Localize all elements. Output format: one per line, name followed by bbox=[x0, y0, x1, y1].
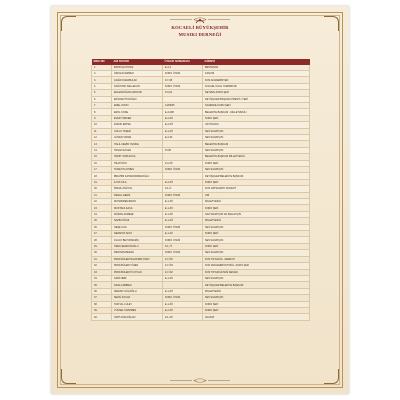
cell-role: KOS TIP FAKÜLTESİ DEKANI bbox=[203, 269, 310, 275]
cell-role: KORO ŞEFİ bbox=[203, 243, 310, 249]
cell-membership: E-1-3Ö bbox=[163, 128, 203, 134]
column-header-no: SIRA NO bbox=[92, 59, 112, 65]
cell-name: İSMAİL DÜZYOL bbox=[112, 186, 163, 192]
cell-role: SES SANATÇISI bbox=[203, 224, 310, 230]
cell-no: 24. bbox=[92, 211, 112, 217]
cell-no: 29. bbox=[92, 243, 112, 249]
cell-name: HALİL KEMİR YENİCE bbox=[112, 141, 163, 147]
cell-membership: KORO ÜYESİ bbox=[163, 192, 203, 198]
cell-role: KOS FEN EDEBİYATI BÖL.-KORO ŞEFİ bbox=[203, 263, 310, 269]
cell-membership: E-2-098 bbox=[163, 109, 203, 115]
cell-no: 39. bbox=[92, 307, 112, 313]
cell-no: 40. bbox=[92, 314, 112, 320]
cell-no: 30. bbox=[92, 250, 112, 256]
cell-name: EMEL AYDIN bbox=[112, 102, 163, 108]
cell-role: BELEDİYE BAŞKANI MİLLETVEKİLİ bbox=[203, 154, 310, 160]
cell-role: KORO ŞEFİ bbox=[203, 231, 310, 237]
cell-membership: E-2-3Ö bbox=[163, 115, 203, 121]
cell-name: PROF.BÜLENTÖ UTKAN bbox=[112, 269, 163, 275]
cell-no: 18. bbox=[92, 173, 112, 179]
cell-no: 28. bbox=[92, 237, 112, 243]
cell-name: OLCAY BEYOKMARİÇ bbox=[112, 237, 163, 243]
cell-membership: 9-7-ÖS bbox=[163, 263, 203, 269]
document-page bbox=[51, 6, 349, 394]
cell-membership: E-1-3Ö bbox=[163, 211, 203, 217]
cell-role: KORO ŞEFİ bbox=[203, 115, 310, 121]
cell-role: SES SANATÇISI bbox=[203, 147, 310, 153]
cell-name: SAVA ÇABİREN bbox=[112, 282, 163, 288]
cell-no: 20. bbox=[92, 186, 112, 192]
cell-role: KORO ŞEFİ bbox=[203, 205, 310, 211]
cell-role: BELEDİYE BAŞKANI bbox=[203, 141, 310, 147]
cell-name: EKİNCEVİT DOĞAN bbox=[112, 96, 163, 102]
cell-no: 37. bbox=[92, 295, 112, 301]
cell-role: BELEDİYE BAŞKANI - MİLLETVEKİLİ bbox=[203, 109, 310, 115]
cell-name: FARUK ERTEK bbox=[112, 122, 163, 128]
cell-no: 1. bbox=[92, 65, 112, 71]
bottom-ornament-icon bbox=[170, 378, 230, 383]
cell-membership: E-2-3Ö bbox=[163, 179, 203, 185]
cell-membership: KORO ÜYESİ bbox=[163, 83, 203, 89]
cell-no: 25. bbox=[92, 218, 112, 224]
cell-name: MÜRAN AKMEŞE bbox=[112, 211, 163, 217]
cell-membership: E-2-3Ö bbox=[163, 122, 203, 128]
cell-name: EROL KOSE bbox=[112, 109, 163, 115]
cell-name: ÇAĞRI KARABULAK bbox=[112, 77, 163, 83]
cell-name: SAMİ NEBİ bbox=[112, 275, 163, 281]
cell-no: 7. bbox=[92, 102, 112, 108]
corner-ornament bbox=[61, 369, 76, 384]
cell-name: MUHARREM ERAN bbox=[112, 199, 163, 205]
cell-name: İBRAHİM KAHADORMANOĞLU bbox=[112, 173, 163, 179]
cell-no: 22. bbox=[92, 199, 112, 205]
cell-membership: KORO ÜYESİ bbox=[163, 295, 203, 301]
column-header-membership: ÜYELİK NUMARASI bbox=[163, 59, 203, 65]
corner-ornament bbox=[324, 369, 339, 384]
cell-name: EVER TÜRKER bbox=[112, 115, 163, 121]
cell-no: 31. bbox=[92, 256, 112, 262]
cell-no: 12. bbox=[92, 134, 112, 140]
cell-no: 33. bbox=[92, 269, 112, 275]
column-header-role: GÖREVİ bbox=[203, 59, 310, 65]
cell-role: UDİ bbox=[203, 192, 310, 198]
cell-membership: 9-1-Ö bbox=[163, 186, 203, 192]
cell-membership: 9-7-ÖZ bbox=[163, 269, 203, 275]
cell-no: 17. bbox=[92, 167, 112, 173]
cell-role: MİLLETVEKİLİ bbox=[203, 288, 310, 294]
cell-role: AVUKAT bbox=[203, 314, 310, 320]
members-table bbox=[91, 59, 310, 321]
cell-name: TAKİYAL LÜLEY bbox=[112, 301, 163, 307]
table-row bbox=[92, 314, 310, 320]
cell-role: SAZ SANATÇISI VE İMALATÇISI bbox=[203, 211, 310, 217]
cell-name: GÜVEN YAPAR bbox=[112, 134, 163, 140]
cell-role: SES SANATÇISI bbox=[203, 237, 310, 243]
cell-name: YÜKSEL TAZİZMEN bbox=[112, 307, 163, 313]
cell-membership: E-1-3Ö bbox=[163, 218, 203, 224]
cell-role: KORO ŞEFİ bbox=[203, 307, 310, 313]
cell-no: 13. bbox=[92, 141, 112, 147]
cell-name: NAZİM ÖĞÜZ bbox=[112, 218, 163, 224]
cell-name: NEŞE CAN bbox=[112, 224, 163, 230]
cell-membership: 9-4-3Ö bbox=[163, 160, 203, 166]
cell-name: MUSTAFA KAÇA bbox=[112, 205, 163, 211]
cell-name: PROF.BÜLENT ÖZEN bbox=[112, 263, 163, 269]
cell-role: SES SANATÇISI bbox=[203, 295, 310, 301]
cell-role: BESTEKAR bbox=[203, 65, 310, 71]
cell-name: ÖZKALIN ERSEN bbox=[112, 70, 163, 76]
cell-role: SES SANATÇISI bbox=[203, 128, 310, 134]
cell-name: ÜMİT ASICIOĞLAN bbox=[112, 314, 163, 320]
cell-role: DEYİŞÇİLER BAŞKANI PRESTİJ YERİ bbox=[203, 96, 310, 102]
cell-membership: E-1-3Ö bbox=[163, 231, 203, 237]
cell-name: BAHRİ ALTINTAŞ bbox=[112, 65, 163, 71]
cell-membership: KORO ÜYESİ bbox=[163, 250, 203, 256]
cell-role: KOS AKADEMİSYEN bbox=[203, 77, 310, 83]
cell-no: 9. bbox=[92, 115, 112, 121]
document-header bbox=[51, 25, 349, 38]
cell-membership: 9-3-02 bbox=[163, 90, 203, 96]
cell-no: 14. bbox=[92, 147, 112, 153]
cell-name: EKLEDDOĞAN MANTAR bbox=[112, 90, 163, 96]
cell-role: NEYZEN-KORO ŞEFİ bbox=[203, 90, 310, 96]
cell-no: 27. bbox=[92, 231, 112, 237]
cell-name: GÜLAY TAŞER bbox=[112, 128, 163, 134]
cell-no: 19. bbox=[92, 179, 112, 185]
cell-membership: E-1-3Ö bbox=[163, 199, 203, 205]
cell-role: KORO ŞEFİ bbox=[203, 160, 310, 166]
cell-no: 5. bbox=[92, 90, 112, 96]
header-line-2: MUSIKI DERNEĞİ bbox=[178, 31, 222, 37]
cell-name: HASAN EYLEN bbox=[112, 147, 163, 153]
cell-no: 21. bbox=[92, 192, 112, 198]
cell-no: 4. bbox=[92, 83, 112, 89]
cell-no: 26. bbox=[92, 224, 112, 230]
cell-name: HAMİT ORDUKAYA bbox=[112, 154, 163, 160]
cell-membership: KORO ÜYESİ bbox=[163, 167, 203, 173]
cell-membership: 9-1-3Ö bbox=[163, 314, 203, 320]
cell-role: SES SANATÇISI bbox=[203, 167, 310, 173]
cell-membership: KORO ÜYESİ bbox=[163, 70, 203, 76]
cell-no: 35. bbox=[92, 282, 112, 288]
cell-name: KEMAL GEDİZ bbox=[112, 192, 163, 198]
cell-no: 38. bbox=[92, 301, 112, 307]
cell-role: KOS TIP FAKÜL. CERRAH bbox=[203, 256, 310, 262]
cell-role: UD HOCASI bbox=[203, 122, 310, 128]
cell-membership: 9-7-ÖZ bbox=[163, 256, 203, 262]
cell-no: 32. bbox=[92, 263, 112, 269]
cell-no: 6. bbox=[92, 96, 112, 102]
cell-no: 34. bbox=[92, 275, 112, 281]
cell-name: PROF.BÜLENTKALDIRIM ÖNAY bbox=[112, 256, 163, 262]
column-header-name: ADI SOYADI bbox=[112, 59, 163, 65]
cell-name: ÖZEN ŞENKOSOĞLU bbox=[112, 243, 163, 249]
cell-membership: KORO ÜYESİ bbox=[163, 237, 203, 243]
cell-no: 3. bbox=[92, 77, 112, 83]
cell-role: SES SANATÇISI bbox=[203, 250, 310, 256]
cell-role: SES SANATÇISI bbox=[203, 134, 310, 140]
cell-role: DEYİŞÇİLER BELEDİYE BAŞKANI bbox=[203, 282, 310, 288]
cell-no: 23. bbox=[92, 205, 112, 211]
cell-no: 36. bbox=[92, 288, 112, 294]
cell-name: SEZAİ KOCAK bbox=[112, 295, 163, 301]
cell-role: SAZENDE-KORO ŞEFİ bbox=[203, 102, 310, 108]
cell-membership: E-1-3Ö bbox=[163, 288, 203, 294]
cell-role: MİLLETVEKİLİ bbox=[203, 218, 310, 224]
cell-membership: P-ÜB bbox=[163, 147, 203, 153]
cell-membership: E-2-4 bbox=[163, 65, 203, 71]
association-emblem-icon bbox=[195, 17, 205, 24]
cell-membership: E-2-3Ö bbox=[163, 307, 203, 313]
cell-name: HÜSEYİN AYMEN bbox=[112, 167, 163, 173]
cell-role: SES SANATÇISI bbox=[203, 275, 310, 281]
cell-role: MİLLETVEKİLİ bbox=[203, 199, 310, 205]
cell-role: KOCAELİ FAAL YARDIMCISI bbox=[203, 83, 310, 89]
cell-no: 2. bbox=[92, 70, 112, 76]
cell-role: DEYİŞÇİLER BELEDİYE BAŞKANI bbox=[203, 173, 310, 179]
cell-no: 15. bbox=[92, 154, 112, 160]
cell-role: KORO ŞEFİ bbox=[203, 179, 310, 185]
cell-no: 10. bbox=[92, 122, 112, 128]
cell-membership: 9-7-08 bbox=[163, 77, 203, 83]
cell-name: NEZAHAT AKAT bbox=[112, 231, 163, 237]
cell-role: KORO ŞEFİ bbox=[203, 301, 310, 307]
cell-name: DAĞISTAN KELLECAN bbox=[112, 83, 163, 89]
cell-membership: 14/09/05 bbox=[163, 102, 203, 108]
cell-name: SERVET GÜÇOĞLU bbox=[112, 288, 163, 294]
header-line-1: KOCAELİ BÜYÜKŞEHİR bbox=[171, 25, 229, 30]
cell-no: 16. bbox=[92, 160, 112, 166]
cell-membership: 9-1-77 bbox=[163, 243, 203, 249]
cell-no: 11. bbox=[92, 128, 112, 134]
cell-name: HİLMİ SÖN bbox=[112, 160, 163, 166]
cell-name: PERİHAN BERAN bbox=[112, 250, 163, 256]
cell-membership: KORO ÜYESİ bbox=[163, 224, 203, 230]
cell-no: 8. bbox=[92, 109, 112, 115]
cell-membership: E-2-34 bbox=[163, 134, 203, 140]
cell-membership: E-1-3Ö bbox=[163, 205, 203, 211]
cell-membership: E-1-3Ö bbox=[163, 301, 203, 307]
cell-membership: E-1-3Ö bbox=[163, 275, 203, 281]
cell-name: İLYAS KILA bbox=[112, 179, 163, 185]
cell-role: KANUNİ bbox=[203, 70, 310, 76]
cell-role: KOS NATSANATK DOCENT bbox=[203, 186, 310, 192]
